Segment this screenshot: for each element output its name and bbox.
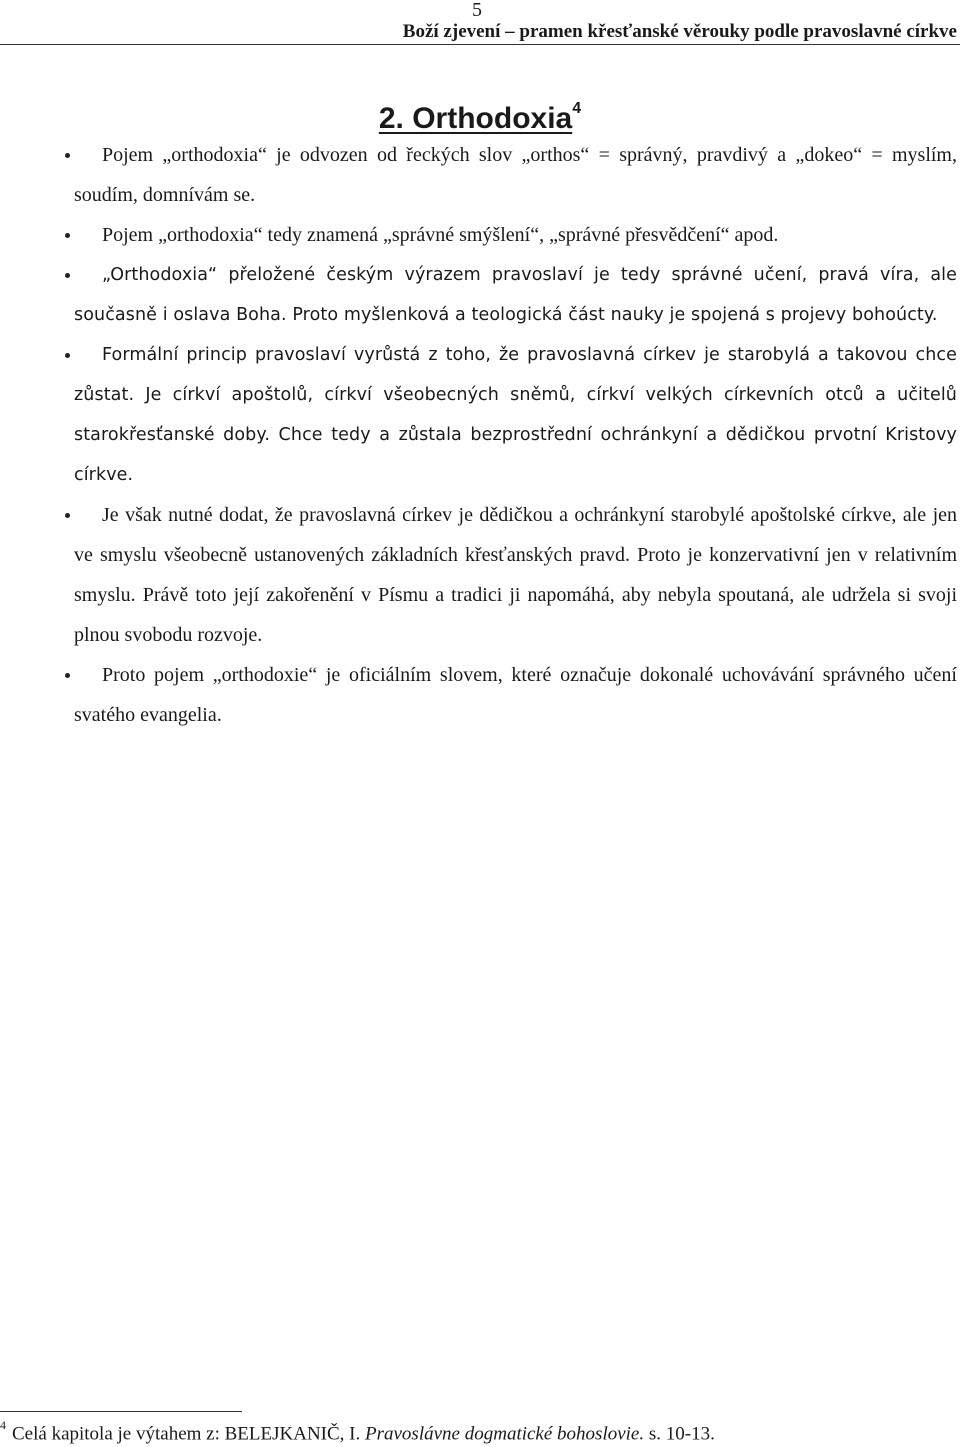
list-item: Pojem „orthodoxia“ je odvozen od řeckých slov „orthos“ = správný, pravdivý a „dokeo“ = myslím, soudím, domnívám se.: [74, 135, 957, 215]
header-divider: [0, 44, 960, 45]
heading-footnote-ref: 4: [572, 100, 582, 117]
list-item: Je však nutné dodat, že pravoslavná církev je dědičkou a ochránkyní starobylé apoštolské církve, ale jen ve smyslu všeobecně ustanovených základních křesťanských pravd. Proto je konzervativní jen v relativním smyslu. Právě toto její zakořenění v Písmu a tradici ji napomáhá, aby nebyla spoutaná, ale udržela si svoji plnou svobodu rozvoje.: [74, 495, 957, 655]
list-item: „Orthodoxia“ přeložené českým výrazem pravoslaví je tedy správné učení, pravá víra, ale současně i oslava Boha. Proto myšlenková a teologická část nauky je spojená s projevy bohoúcty.: [74, 255, 957, 335]
footnote-book-title: Pravoslávne dogmatické bohoslovie.: [365, 1423, 645, 1445]
list-item: Pojem „orthodoxia“ tedy znamená „správné smýšlení“, „správné přesvědčení“ apod.: [74, 215, 957, 255]
footnote-divider: [0, 1411, 242, 1412]
section-heading: [0, 93, 960, 139]
footnote-text: Celá kapitola je výtahem z: BELEJKANIČ, I.: [12, 1423, 361, 1445]
footnote: [0, 1415, 715, 1447]
section-heading-text: 2. Orthodoxia: [378, 102, 573, 135]
footnote-number: 4: [0, 1418, 6, 1432]
footnote-pages: s. 10-13.: [648, 1423, 715, 1445]
list-item: Proto pojem „orthodoxie“ je oficiálním slovem, které označuje dokonalé uchovávání správného učení svatého evangelia.: [74, 655, 957, 735]
bullet-list: [74, 135, 957, 735]
list-item: Formální princip pravoslaví vyrůstá z toho, že pravoslavná církev je starobylá a takovou chce zůstat. Je církví apoštolů, církví všeobecných sněmů, církví velkých církevních otců a učitelů starokřesťanské doby. Chce tedy a zůstala bezprostřední ochránkyní a dědičkou prvotní Kristovy církve.: [74, 335, 957, 495]
page-number: 5: [472, 0, 482, 21]
running-header-title: Boží zjevení – pramen křesťanské věrouky podle pravoslavné církve: [402, 21, 957, 42]
